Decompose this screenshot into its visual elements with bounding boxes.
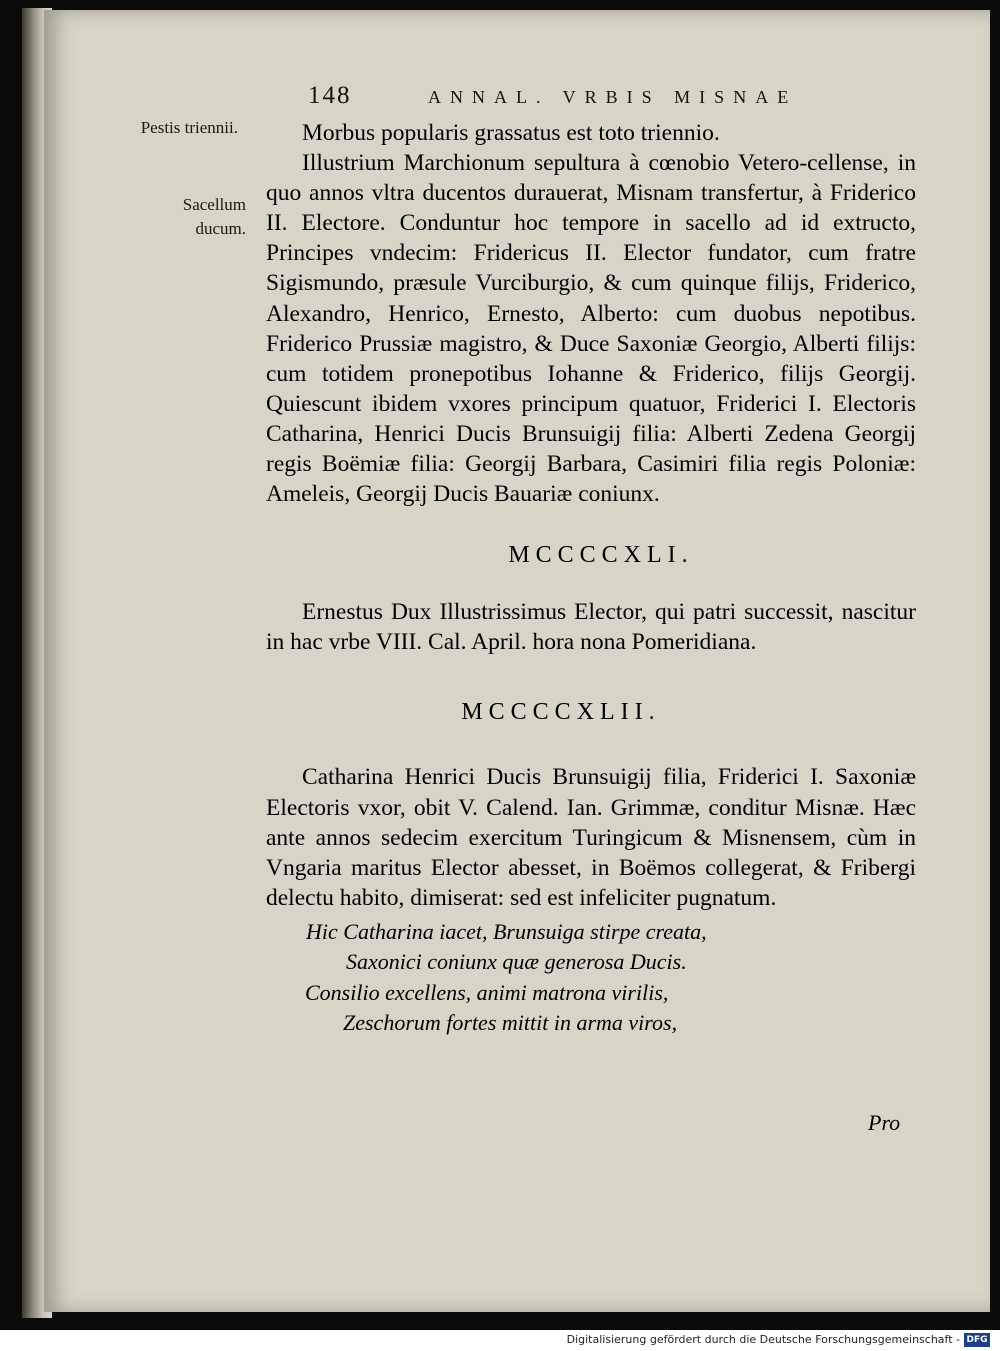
footer-credit-text: Digitalisierung gefördert durch die Deutsche Forschungsgemeinschaft - — [566, 1333, 960, 1346]
verse-line: Hic Catharina iacet, Brunsuiga stirpe creata, — [306, 918, 707, 944]
catchword: Pro — [868, 1110, 901, 1135]
epitaph-verse — [266, 917, 916, 1039]
footer-credit-bar — [0, 1330, 1000, 1351]
running-head — [308, 82, 928, 122]
paragraph-ernestus: Ernestus Dux Illustrissimus Elector, qui patri successit, nascitur in hac vrbe VIII. Cal. April. hora nona Pomeridiana. — [266, 599, 916, 656]
body-text — [266, 118, 916, 1039]
dfg-logo-icon: DFG — [964, 1333, 990, 1347]
verse-line: Zeschorum fortes mittit in arma viros, — [343, 1010, 678, 1036]
year-heading-1442: MCCCCXLII. — [461, 699, 661, 726]
margin-note-pestis: Pestis triennii. — [140, 118, 238, 137]
paragraph-sepultura: Illustrium Marchionum sepultura à cœnobio Vetero-cellense, in quo annos vltra ducentos durauerat, Misnam transfertur, à Friderico II. Electore. Conduntur hoc tempore in sacello ad id extructo, Principes vndecim: Fridericus II. Elector fundator, cum fratre Sigismundo, præsule Vurciburgio, & cum quinque filijs, Friderico, Alexandro, Henrico, Ernesto, Alberto: cum duobus nepotibus. Friderico Prussiæ magistro, & Duce Saxoniæ Georgio, Alberti filijs: cum totidem pronepotibus Iohanne & Friderico, filijs Georgij. Quiescunt ibidem vxores principum quatuor, Friderici I. Electoris Catharina, Henrici Ducis Brunsuigij filia: Alberti Zedena Georgij regis Boëmiæ filia: Georgij Barbara, Casimiri filia regis Poloniæ: Ameleis, Georgij Ducis Bauariæ coniunx. — [266, 150, 916, 508]
page-number: 148 — [308, 82, 352, 109]
margin-note-sacellum: Sacellum ducum. — [182, 195, 246, 238]
year-heading-1441: MCCCCXLI. — [508, 542, 694, 569]
running-title: ANNAL. VRBIS MISNAE — [428, 87, 798, 107]
verse-line: Saxonici coniunx quæ generosa Ducis. — [346, 949, 687, 975]
verse-line: Consilio excellens, animi matrona virilis, — [305, 979, 669, 1005]
paragraph-morbus: Morbus popularis grassatus est toto triennio. — [302, 120, 720, 146]
paragraph-catharina: Catharina Henrici Ducis Brunsuigij filia, Friderici I. Saxoniæ Electoris vxor, obit V. Calend. Ian. Grimmæ, conditur Misnæ. Hæc ante annos sedecim exercitum Turingicum & Misnensem, cùm in Vngaria maritus Elector abesset, in Boëmos collegerat, & Fribergi delectu habito, dimiserat: sed est infeliciter pugnatum. — [266, 764, 916, 911]
